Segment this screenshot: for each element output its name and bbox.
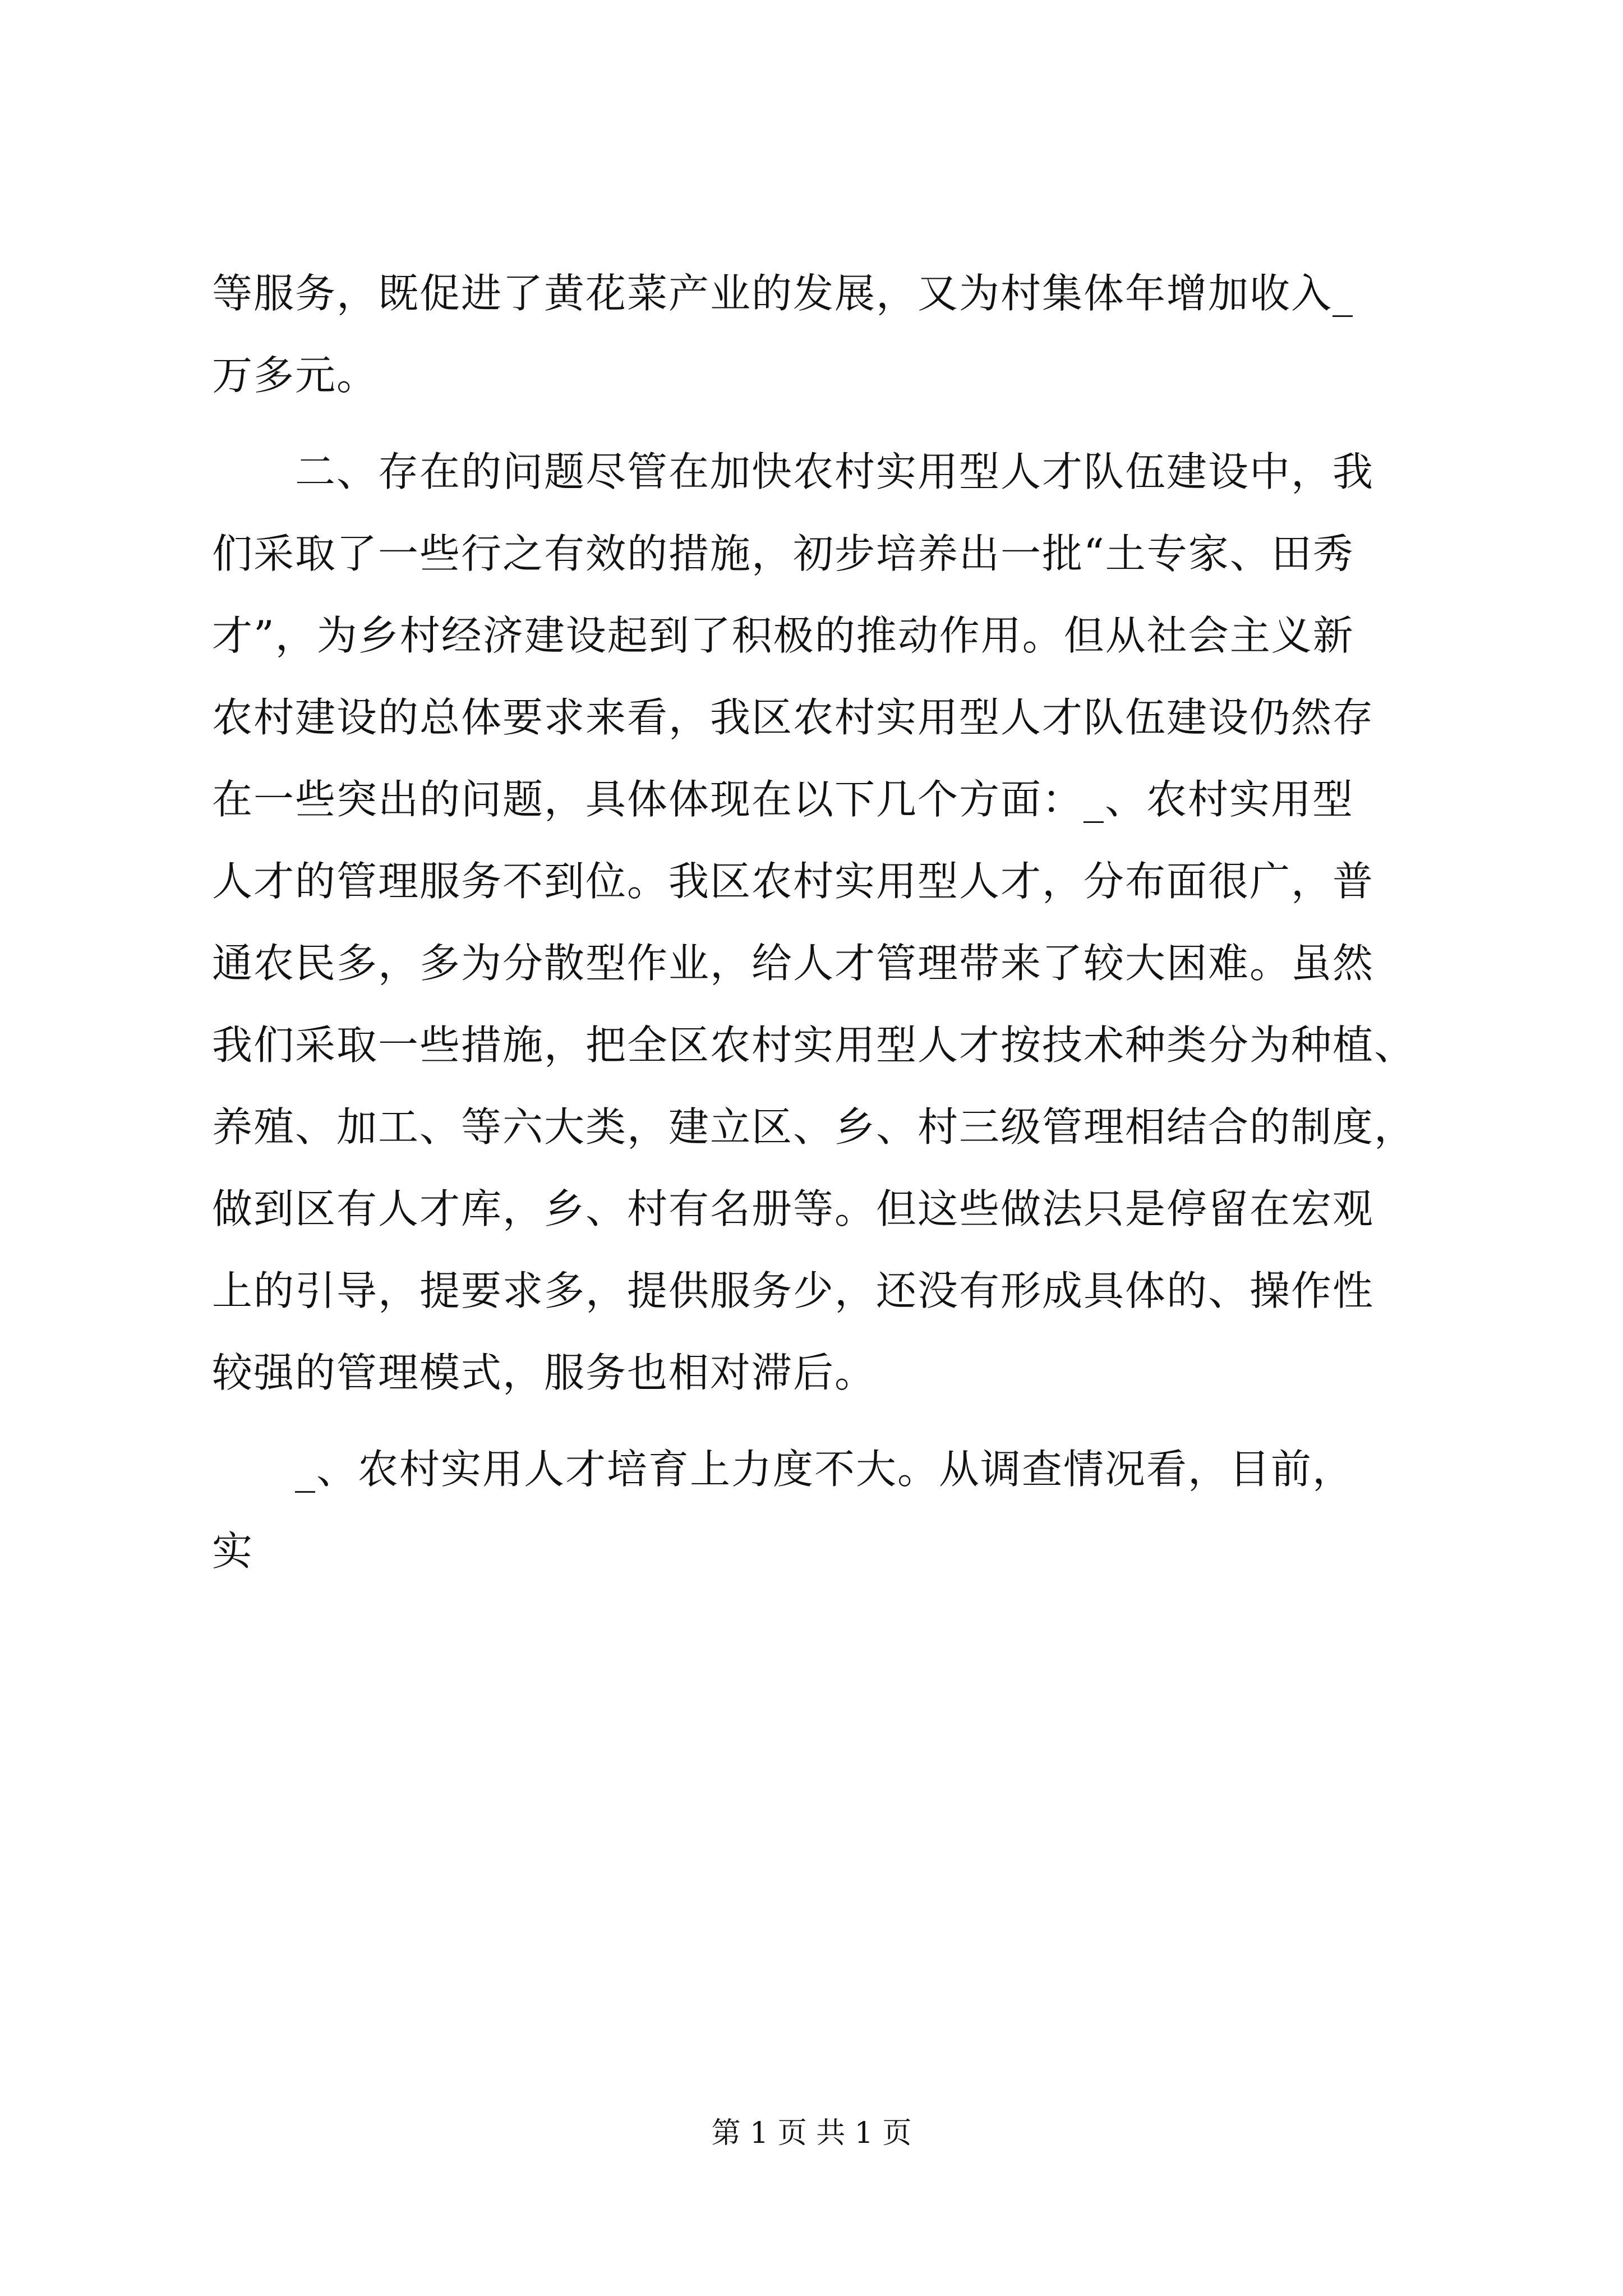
- paragraph-gap: [212, 416, 1412, 431]
- paragraph-gap: [212, 1414, 1412, 1428]
- text-line: _、农村实用人才培育上力度不大。从调查情况看，目前，: [212, 1446, 1354, 1493]
- text-line: 上的引导，提要求多，提供服务少，还没有形成具体的、操作性: [212, 1267, 1375, 1314]
- page-number-footer: 第 1 页 共 1 页: [711, 2116, 912, 2150]
- text-line: 做到区有人才库，乡、村有名册等。但这些做法只是停留在宏观: [212, 1185, 1375, 1232]
- body-text: [212, 252, 1416, 1592]
- text-line: 通农民多，多为分散型作业，给人才管理带来了较大困难。虽然: [212, 940, 1375, 987]
- text-line: 我们采取一些措施，把全区农村实用型人才按技术种类分为种植、: [212, 1022, 1416, 1069]
- text-line: 养殖、加工、等六大类，建立区、乡、村三级管理相结合的制度，: [212, 1103, 1416, 1151]
- text-line: 实: [212, 1527, 254, 1575]
- text-line: 们采取了一些行之有效的措施，初步培养出一批“土专家、田秀: [212, 530, 1354, 577]
- text-line: 较强的管理模式，服务也相对滞后。: [212, 1349, 877, 1396]
- text-line: 才”，为乡村经济建设起到了积极的推动作用。但从社会主义新: [212, 612, 1354, 659]
- text-line: 在一些突出的问题，具体体现在以下几个方面：_、农村实用型: [212, 776, 1354, 823]
- text-line: 万多元。: [212, 352, 379, 399]
- text-line: 人才的管理服务不到位。我区农村实用型人才，分布面很广，普: [212, 858, 1375, 905]
- text-line: 农村建设的总体要求来看，我区农村实用型人才队伍建设仍然存: [212, 694, 1375, 741]
- text-line: 等服务，既促进了黄花菜产业的发展，又为村集体年增加收入_: [212, 270, 1354, 317]
- text-line: 二、存在的问题尽管在加快农村实用型人才队伍建设中，我: [212, 448, 1375, 495]
